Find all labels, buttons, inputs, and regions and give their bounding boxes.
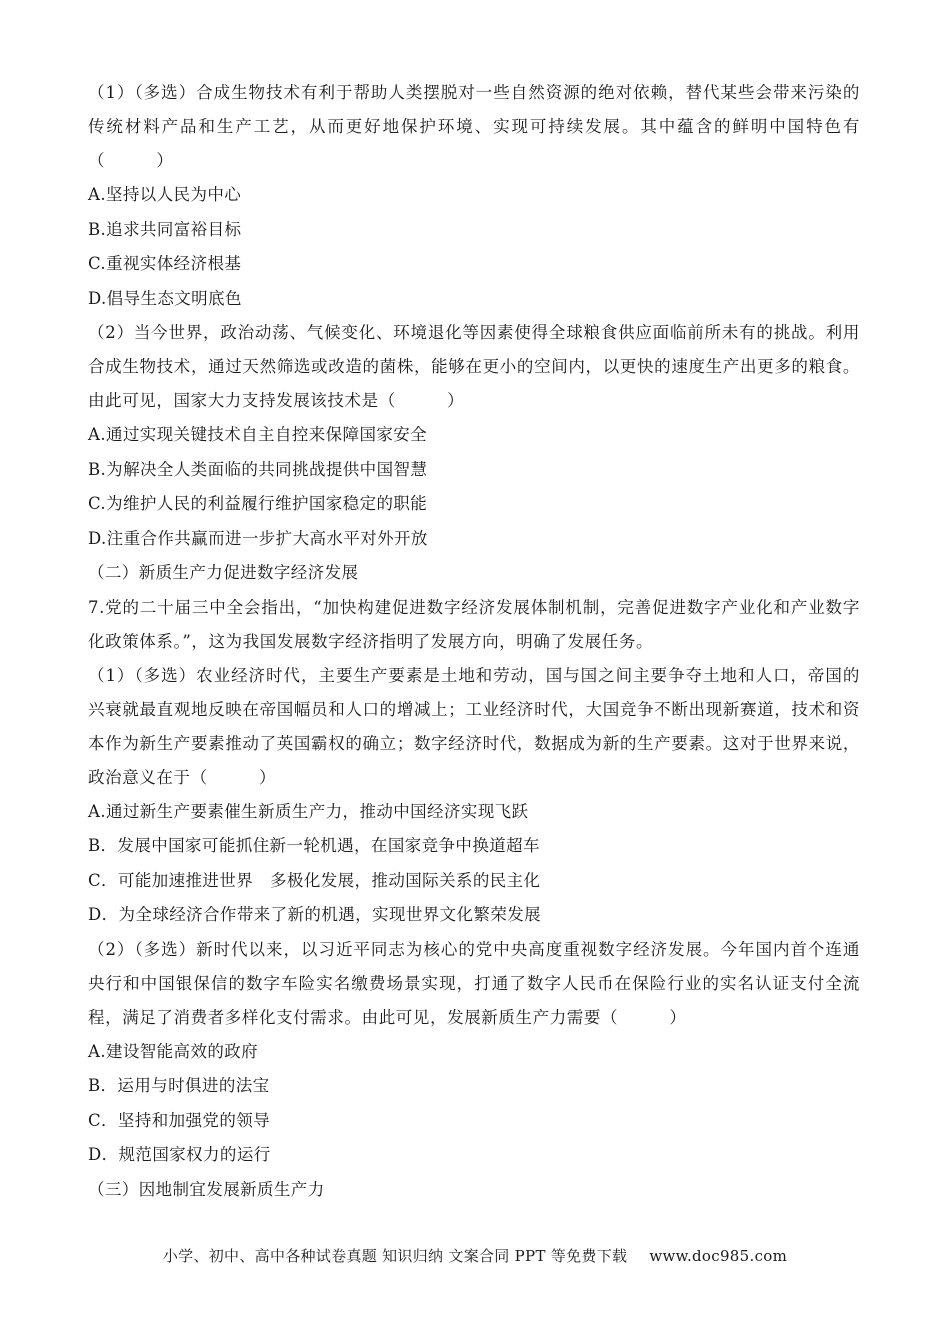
footer-text: 小学、初中、高中各种试卷真题 知识归纳 文案合同 PPT 等免费下载: [162, 1247, 628, 1265]
q7-sub1-option-d: D．为全球经济合作带来了新的机遇，实现世界文化繁荣发展: [88, 905, 542, 924]
q6-sub1-option-b: B.追求共同富裕目标: [88, 219, 242, 239]
q6-sub1-option-c: C.重视实体经济根基: [88, 254, 242, 273]
q6-sub1-stem: （1）（多选）合成生物技术有利于帮助人类摆脱对一些自然资源的绝对依赖，替代某些会带来污染的传统材料产品和生产工艺，从而更好地保护环境、实现可持续发展。其中蕴含的鲜明中国特色有（ ）: [88, 83, 860, 170]
section3-title: （三）因地制宜发展新质生产力: [88, 1179, 325, 1199]
q6-sub2-option-d: D.注重合作共赢而进一步扩大高水平对外开放: [88, 528, 428, 548]
q6-sub2-option-b: B.为解决全人类面临的共同挑战提供中国智慧: [88, 459, 428, 479]
q6-sub1-option-a: A.坚持以人民为中心: [88, 185, 242, 204]
q7-sub2-option-b: B．运用与时俱进的法宝: [88, 1076, 270, 1095]
footer-url[interactable]: www.doc985.com: [649, 1247, 788, 1265]
q7-sub1-option-c: C．可能加速推进世界 多极化发展，推动国际关系的民主化: [88, 870, 541, 890]
section2-title: （二）新质生产力促进数字经济发展: [88, 563, 359, 582]
q6-sub2-option-a: A.通过实现关键技术自主自控来保障国家安全: [88, 425, 428, 444]
q7-sub1-option-b: B．发展中国家可能抓住新一轮机遇，在国家竞争中换道超车: [88, 836, 540, 855]
page-content: [88, 76, 860, 1207]
q7-sub2-option-a: A.建设智能高效的政府: [88, 1041, 259, 1061]
q7-sub2-option-d: D．规范国家权力的运行: [88, 1145, 271, 1164]
q7-sub1-option-a: A.通过新生产要素催生新质生产力，推动中国经济实现飞跃: [88, 801, 529, 821]
q6-sub2-option-c: C.为维护人民的利益履行维护国家稳定的职能: [88, 494, 428, 513]
q7-sub2-option-c: C．坚持和加强党的领导: [88, 1110, 271, 1130]
page-footer: [0, 1245, 950, 1266]
q7-sub1-stem: （1）（多选）农业经济时代，主要生产要素是土地和劳动，国与国之间主要争夺土地和人口，帝国的兴衰就最直观地反映在帝国幅员和人口的增减上；工业经济时代，大国竞争不断出现新赛道，技术和资本作为新生产要素推动了英国霸权的确立；数字经济时代，数据成为新的生产要素。这对于世界来说，政治意义在于（ ）: [88, 665, 860, 787]
q7-stem: 7.党的二十届三中全会指出，“加快构建促进数字经济发展体制机制，完善促进数字产业化和产业数字化政策体系。”，这为我国发展数字经济指明了发展方向，明确了发展任务。: [88, 597, 860, 651]
q7-sub2-stem: （2）（多选）新时代以来，以习近平同志为核心的党中央高度重视数字经济发展。今年国内首个连通央行和中国银保信的数字车险实名缴费场景实现，打通了数字人民币在保险行业的实名认证支付全流程，满足了消费者多样化支付需求。由此可见，发展新质生产力需要（ ）: [88, 939, 860, 1027]
q6-sub2-stem: （2）当今世界，政治动荡、气候变化、环境退化等因素使得全球粮食供应面临前所未有的挑战。利用合成生物技术，通过天然筛选或改造的菌株，能够在更小的空间内，以更快的速度生产出更多的粮食。由此可见，国家大力支持发展该技术是（ ）: [88, 323, 860, 410]
q6-sub1-option-d: D.倡导生态文明底色: [88, 288, 242, 308]
